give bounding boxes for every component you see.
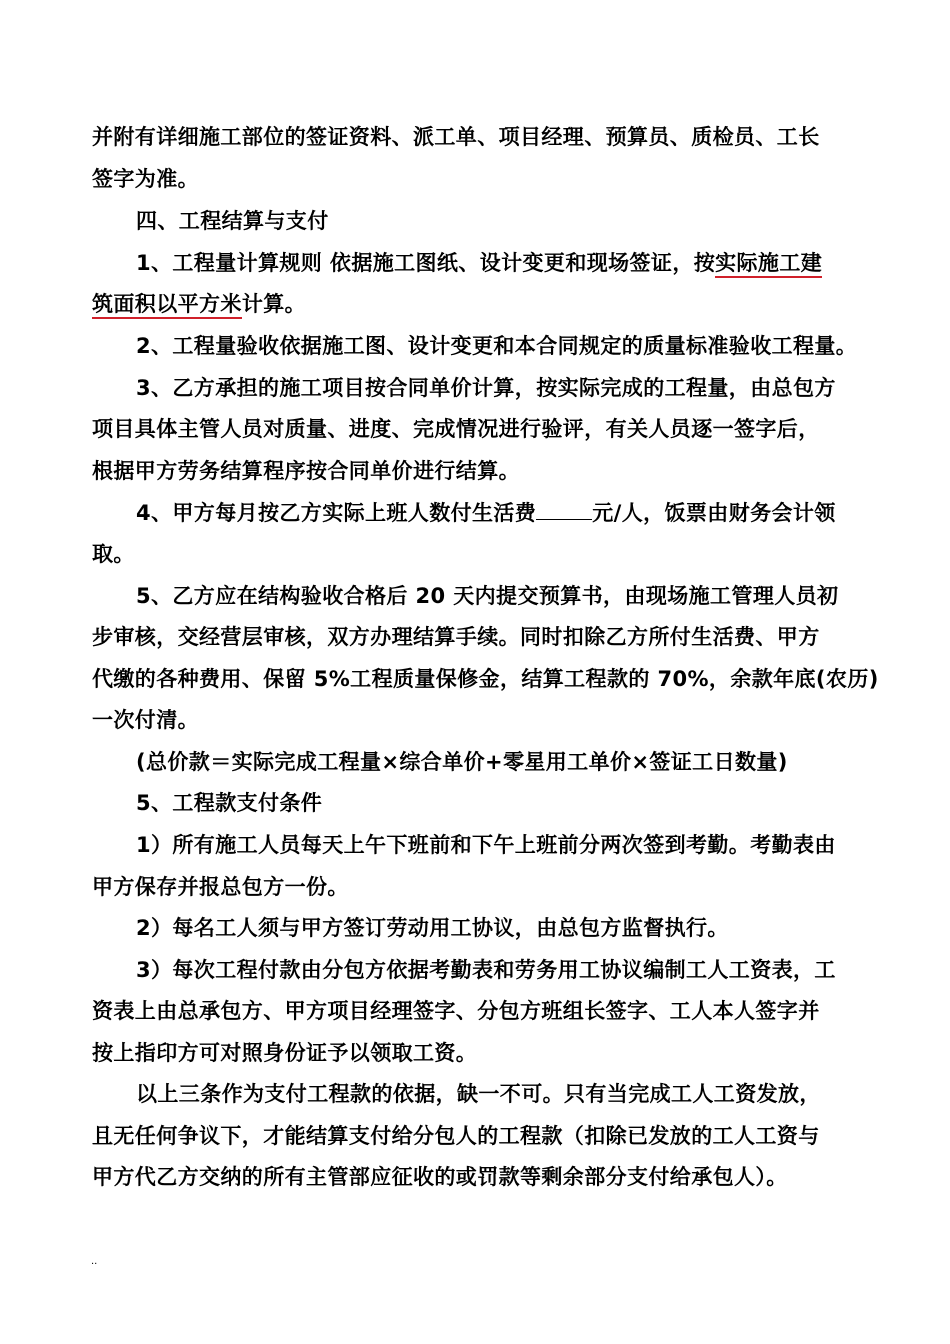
- text-line: 2）每名工人须与甲方签订劳动用工协议，由总包方监督执行。: [136, 916, 729, 940]
- text-line: 并附有详细施工部位的签证资料、派工单、项目经理、预算员、质检员、工长: [92, 125, 820, 149]
- text-line: 且无任何争议下，才能结算支付给分包人的工程款（扣除已发放的工人工资与: [92, 1124, 820, 1148]
- text-line: 3、乙方承担的施工项目按合同单价计算，按实际完成的工程量，由总包方: [136, 376, 836, 400]
- text-line: 资表上由总承包方、甲方项目经理签字、分包方班组长签字、工人本人签字并: [92, 999, 820, 1023]
- text-line: [92, 291, 306, 317]
- text-line: 根据甲方劳务结算程序按合同单价进行结算。: [92, 459, 520, 483]
- text-line: 按上指印方可对照身份证予以领取工资。: [92, 1041, 478, 1065]
- text-segment: 4、甲方每月按乙方实际上班人数付生活费: [136, 501, 537, 525]
- text-line: (总价款＝实际完成工程量×综合单价+零星用工单价×签证工日数量): [136, 750, 788, 774]
- text-segment: 1、工程量计算规则 依据施工图纸、设计变更和现场签证，按: [136, 251, 716, 275]
- text-segment: 元/人，饭票由财务会计领: [592, 501, 836, 525]
- text-segment: 计算。: [241, 292, 307, 316]
- fill-in-blank: [536, 499, 592, 520]
- text-line: 5、乙方应在结构验收合格后 20 天内提交预算书，由现场施工管理人员初: [136, 584, 839, 608]
- text-line: 2、工程量验收依据施工图、设计变更和本合同规定的质量标准验收工程量。: [136, 334, 858, 358]
- section-heading: 5、工程款支付条件: [136, 791, 323, 815]
- spellcheck-underlined-text: 实际施工建: [715, 251, 822, 278]
- text-line: [136, 499, 836, 526]
- text-line: 代缴的各种费用、保留 5%工程质量保修金，结算工程款的 70%，余款年底(农历): [92, 667, 879, 691]
- text-line: 签字为准。: [92, 167, 199, 191]
- text-line: 一次付清。: [92, 708, 199, 732]
- text-line: 甲方保存并报总包方一份。: [92, 875, 349, 899]
- text-line: 3）每次工程付款由分包方依据考勤表和劳务用工协议编制工人工资表，工: [136, 958, 836, 982]
- spellcheck-underlined-text: 筑面积以平方米: [92, 292, 242, 319]
- text-line: 甲方代乙方交纳的所有主管部应征收的或罚款等剩余部分支付给承包人）。: [92, 1165, 788, 1189]
- footer-marker: ..: [91, 1256, 98, 1267]
- text-line: 项目具体主管人员对质量、进度、完成情况进行验评，有关人员逐一签字后，: [92, 417, 820, 441]
- text-line: 以上三条作为支付工程款的依据，缺一不可。只有当完成工人工资发放，: [136, 1082, 821, 1106]
- text-line: 步审核，交经营层审核，双方办理结算手续。同时扣除乙方所付生活费、甲方: [92, 625, 820, 649]
- text-line: 取。: [92, 542, 135, 566]
- section-heading: 四、工程结算与支付: [136, 209, 329, 233]
- text-line: 1）所有施工人员每天上午下班前和下午上班前分两次签到考勤。考勤表由: [136, 833, 836, 857]
- text-line: [136, 250, 822, 276]
